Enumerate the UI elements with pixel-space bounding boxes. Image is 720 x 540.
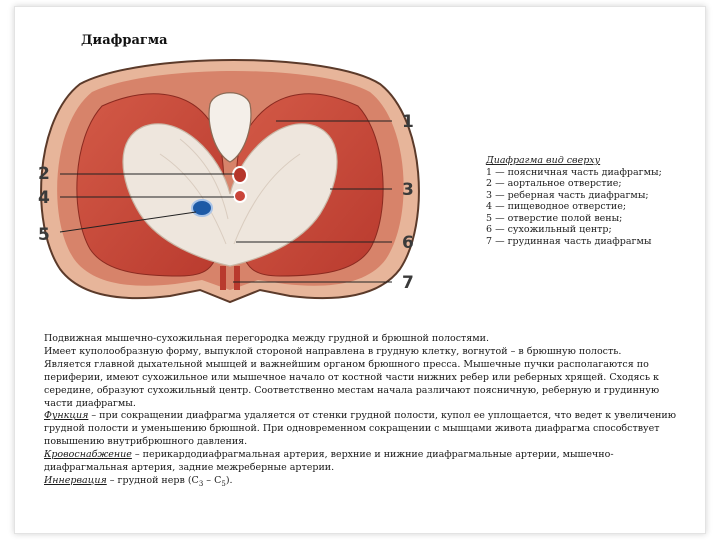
legend-item: 6 — сухожильный центр; [486, 224, 612, 235]
function-text: – при сокращении диафрагма удаляется от стенки грудной полости, купол ее уплощается, что ведет к увеличению грудной полости и уменьшению брюшной. При одновременном сокращении с мышцами живота диафрагма способствует повышению внутрибрюшного давления. [44, 410, 677, 448]
innervation-label: Иннервация [44, 474, 107, 486]
callout-7: 7 [402, 273, 414, 293]
innervation-text: – грудной нерв (C [106, 474, 199, 486]
callout-3: 3 [402, 180, 414, 200]
innervation-text-end: ). [225, 474, 233, 486]
callout-2: 2 [38, 164, 50, 184]
legend-item: 1 — поясничная часть диафрагмы; [486, 166, 662, 178]
vena-cava-opening [192, 200, 212, 216]
function-label: Функция [44, 410, 89, 422]
figure-legend [486, 155, 696, 247]
legend-item: 2 — аортальное отверстие; [486, 178, 622, 189]
description-text [44, 333, 684, 491]
innervation-sub-start: 3 [198, 479, 204, 488]
blood-supply-label: Кровоснабжение [44, 449, 132, 461]
innervation-paragraph [44, 475, 684, 491]
legend-item: 5 — отверстие полой вены; [486, 212, 623, 224]
innervation-text-mid: – C [203, 474, 222, 486]
callout-1: 1 [402, 112, 414, 132]
legend-item: 3 — реберная часть диафрагмы; [486, 189, 649, 201]
callout-5: 5 [38, 225, 50, 245]
legend-item: 7 — грудинная часть диафрагмы [486, 235, 652, 247]
legend-item: 4 — пищеводное отверстие; [486, 201, 627, 212]
function-paragraph [44, 410, 684, 449]
aortic-opening [233, 167, 247, 183]
blood-supply-paragraph [44, 449, 684, 475]
callout-6: 6 [402, 233, 414, 253]
page-title: Диафрагма [81, 33, 168, 48]
definition-line: Подвижная мышечно-сухожильная перегородка между грудной и брюшной полостями. [44, 333, 490, 344]
esophageal-opening [234, 190, 246, 202]
shape-line: Имеет куполообразную форму, выпуклой стороной направлена в грудную клетку, вогнутой – в брюшную полость. [44, 345, 622, 357]
blood-supply-text: – перикардодиафрагмальная артерия, верхние и нижние диафрагмальные артерии, мышечно-диафрагмальная артерия, задние межреберные артерии. [44, 449, 614, 474]
structure-paragraph: Является главной дыхательной мышцей и важнейшим органом брюшного пресса. Мышечные пучки располагаются по периферии, имеют сухожильное или мышечное начало от костной части нижних ребер или реберных хрящей. Сходясь к середине, образуют сухожильный центр. Соответственно местам начала различают поясничную, реберную и грудинную части диафрагмы. [44, 358, 660, 409]
innervation-sub-end: 5 [221, 479, 226, 488]
legend-caption: Диафрагма вид сверху [486, 155, 601, 166]
callout-4: 4 [38, 188, 50, 208]
diaphragm-illustration [30, 44, 430, 314]
